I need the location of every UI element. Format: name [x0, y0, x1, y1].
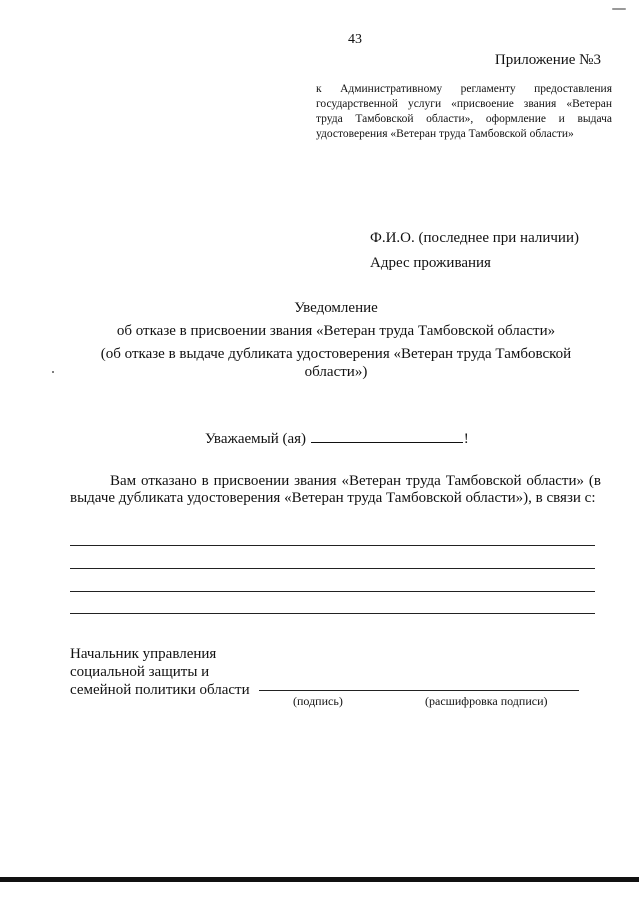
notice-subtitle-2-line-2: области»): [304, 364, 368, 380]
appendix-label: Приложение №3: [494, 52, 601, 68]
signatory-line-3: семейной политики области: [70, 682, 250, 698]
scan-mark: [612, 8, 626, 10]
notice-subtitle-2-line-1: (об отказе в выдаче дубликата удостоверения «Ветеран труда Тамбовской: [100, 346, 572, 362]
reason-line-1[interactable]: [70, 545, 595, 546]
salutation-prefix: Уважаемый (ая): [205, 431, 307, 447]
addressee-name-field: Ф.И.О. (последнее при наличии): [370, 230, 579, 246]
page-number: 43: [348, 32, 362, 47]
appendix-text: к Административному регламенту предоставления государственной услуги «присвоение звания «Ветеран труда Тамбовской области», оформление и выдача удостоверения «Ветеран труда Тамбовской области»: [316, 83, 612, 140]
notice-title: Уведомление: [294, 300, 378, 316]
salutation-name-blank[interactable]: [311, 428, 463, 443]
signature-decoding-label: (расшифровка подписи): [425, 694, 548, 708]
reason-line-4[interactable]: [70, 613, 595, 614]
salutation-suffix: !: [463, 431, 469, 447]
notice-subtitle-2: [0, 345, 639, 381]
body-text: Вам отказано в присвоении звания «Ветеран труда Тамбовской области» (в выдаче дубликата удостоверения «Ветеран труда Тамбовской области»), в связи с:: [70, 473, 601, 506]
addressee-address-field: Адрес проживания: [370, 255, 491, 271]
body-paragraph: [70, 473, 601, 507]
signature-label: (подпись): [293, 694, 343, 708]
scan-speck: [52, 371, 54, 373]
signatory-block: [70, 645, 250, 699]
signatory-line-2: социальной защиты и: [70, 664, 210, 680]
scan-edge-bar: [0, 877, 639, 882]
reason-line-3[interactable]: [70, 591, 595, 592]
signature-line[interactable]: [259, 690, 579, 691]
notice-subtitle-1: об отказе в присвоении звания «Ветеран труда Тамбовской области»: [116, 323, 556, 339]
signatory-line-1: Начальник управления: [70, 646, 217, 662]
salutation: [205, 428, 469, 448]
reason-line-2[interactable]: [70, 568, 595, 569]
